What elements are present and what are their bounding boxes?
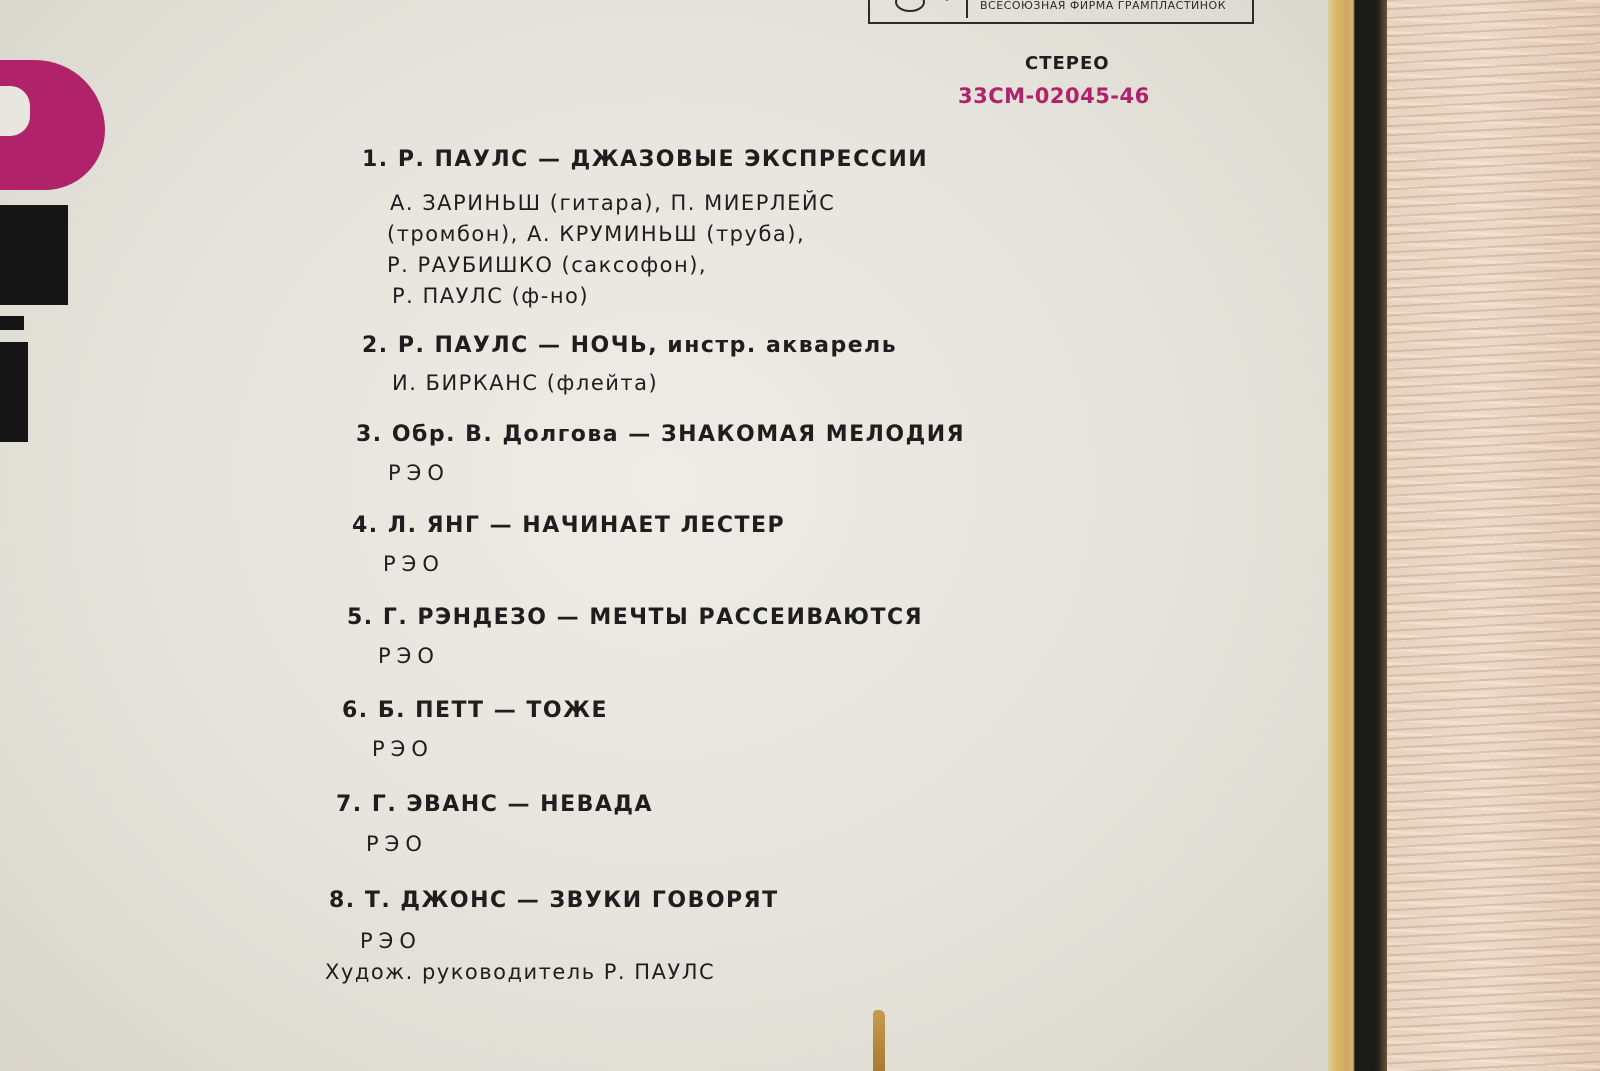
track-performers-line: Р. РАУБИШКО (саксофон), (387, 253, 708, 277)
track-performers-line: РЭО (378, 644, 440, 668)
track-title: 2. Р. ПАУЛС — НОЧЬ, инстр. акварель (362, 333, 898, 358)
paper-stain (873, 1010, 885, 1071)
track-title: 5. Г. РЭНДЕЗО — МЕЧТЫ РАССЕИВАЮТСЯ (347, 605, 924, 630)
track-performers-line: РЭО (388, 461, 450, 485)
track-title: 3. Обр. В. Долгова — ЗНАКОМАЯ МЕЛОДИЯ (356, 422, 966, 447)
firm-name: ВСЕСОЮЗНАЯ ФИРМА ГРАМПЛАСТИНОК (980, 0, 1227, 12)
track-performers-line: (тромбон), А. КРУМИНЬШ (труба), (387, 222, 806, 246)
track-title: 4. Л. ЯНГ — НАЧИНАЕТ ЛЕСТЕР (352, 513, 786, 538)
track-performers-line: РЭО (383, 552, 445, 576)
track-performers-line: РЭО (372, 737, 434, 761)
sleeve-spine (1345, 0, 1387, 1071)
track-performers-line: РЭО (366, 832, 428, 856)
stereo-label: СТЕРЕО (1025, 53, 1110, 74)
track-performers-line: РЭО (360, 929, 422, 953)
track-title: 7. Г. ЭВАНС — НЕВАДА (336, 792, 654, 817)
track-performers-line: А. ЗАРИНЬШ (гитара), П. МИЕРЛЕЙС (390, 191, 836, 215)
track-title: 6. Б. ПЕТТ — ТОЖЕ (342, 698, 609, 723)
catalog-number: 33СМ-02045-46 (958, 84, 1150, 108)
wooden-table (1370, 0, 1600, 1071)
track-title: 8. Т. ДЖОНС — ЗВУКИ ГОВОРЯТ (329, 888, 779, 913)
track-title: 1. Р. ПАУЛС — ДЖАЗОВЫЕ ЭКСПРЕССИИ (362, 147, 929, 172)
artistic-director-credit: Худож. руководитель Р. ПАУЛС (325, 960, 716, 984)
track-performers-line: И. БИРКАНС (флейта) (392, 371, 659, 395)
track-performers-line: Р. ПАУЛС (ф-но) (392, 284, 590, 308)
